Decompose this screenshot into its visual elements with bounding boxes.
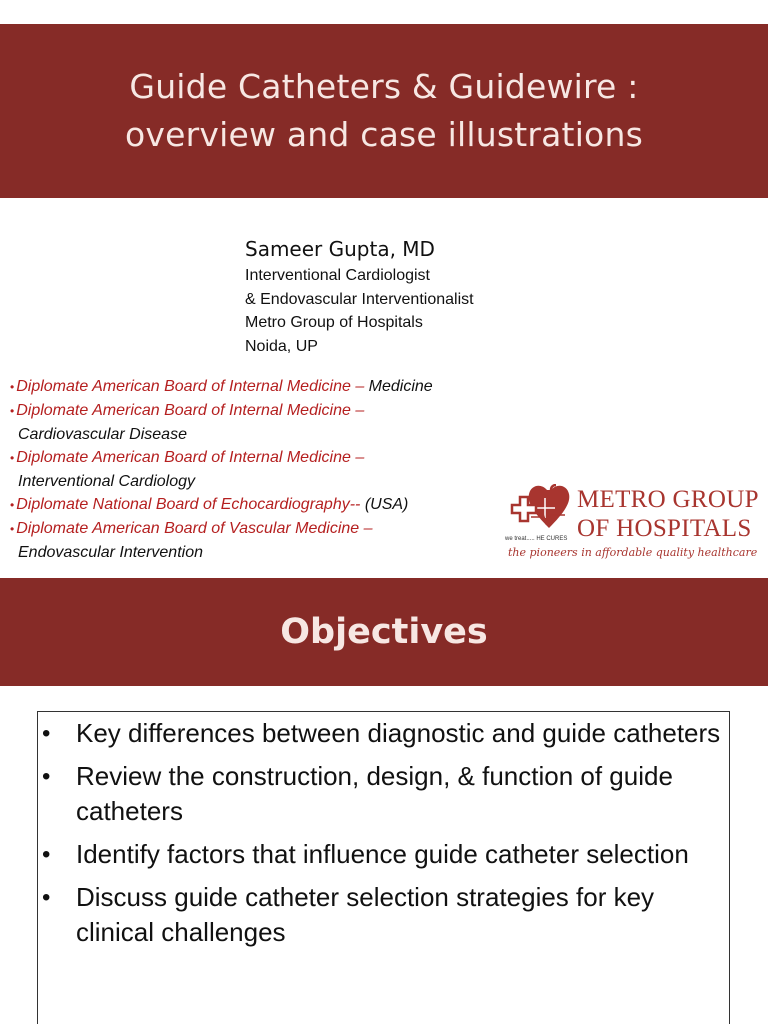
objective-item bbox=[38, 716, 729, 751]
objectives-banner bbox=[0, 578, 768, 686]
heart-cross-icon bbox=[505, 484, 577, 542]
logo-name bbox=[577, 485, 759, 543]
credential-specialty: Medicine bbox=[368, 378, 433, 395]
objectives-title: Objectives bbox=[280, 612, 488, 652]
author-location: Noida, UP bbox=[245, 337, 318, 355]
credential-specialty: Interventional Cardiology bbox=[18, 473, 195, 490]
bullet-icon: • bbox=[10, 404, 15, 418]
objective-item bbox=[38, 837, 729, 872]
author-specialty: & Endovascular Interventionalist bbox=[245, 290, 474, 308]
bullet-icon: • bbox=[10, 451, 15, 465]
bullet-icon: • bbox=[10, 498, 15, 512]
credential-specialty: Cardiovascular Disease bbox=[18, 426, 187, 443]
credential-item bbox=[10, 517, 510, 564]
author-title: Interventional Cardiologist bbox=[245, 267, 430, 284]
credential-specialty: (USA) bbox=[364, 496, 409, 513]
credential-item bbox=[10, 399, 510, 446]
slide-top-margin bbox=[0, 0, 768, 24]
objectives-list bbox=[38, 712, 729, 950]
credential-specialty: Endovascular Intervention bbox=[18, 544, 203, 561]
bullet-icon: • bbox=[42, 884, 51, 911]
logo-name-line-1: METRO GROUP bbox=[577, 486, 759, 513]
objective-item bbox=[38, 759, 729, 829]
bullet-icon: • bbox=[42, 763, 51, 790]
credential-item bbox=[10, 446, 510, 493]
objective-text: Discuss guide catheter selection strategies for key clinical challenges bbox=[76, 882, 655, 947]
title-line-2: overview and case illustrations bbox=[125, 115, 643, 154]
bullet-icon: • bbox=[42, 720, 51, 747]
bullet-icon: • bbox=[10, 380, 15, 394]
credential-board: Diplomate American Board of Vascular Medicine – bbox=[16, 520, 373, 537]
objective-text: Identify factors that influence guide catheter selection bbox=[76, 839, 689, 869]
author-block bbox=[245, 234, 474, 358]
author-organization: Metro Group of Hospitals bbox=[245, 314, 423, 331]
author-name: Sameer Gupta, MD bbox=[245, 237, 435, 261]
objective-item bbox=[38, 880, 729, 950]
credential-board: Diplomate American Board of Internal Medicine – bbox=[16, 402, 365, 419]
credential-board: Diplomate National Board of Echocardiography-- bbox=[16, 496, 365, 513]
credentials-list bbox=[10, 375, 510, 564]
title-line-1: Guide Catheters & Guidewire : bbox=[129, 67, 639, 106]
logo-name-line-2: OF HOSPITALS bbox=[577, 515, 752, 542]
objectives-content-box bbox=[37, 711, 730, 1024]
credential-item bbox=[10, 375, 510, 399]
credential-item bbox=[10, 493, 510, 517]
bullet-icon: • bbox=[10, 522, 15, 536]
credential-board: Diplomate American Board of Internal Medicine – bbox=[16, 449, 365, 466]
title-banner bbox=[0, 24, 768, 198]
metro-hospitals-logo bbox=[505, 484, 763, 566]
bullet-icon: • bbox=[42, 841, 51, 868]
objective-text: Key differences between diagnostic and guide catheters bbox=[76, 718, 721, 748]
logo-small-text: we treat..... HE CURES bbox=[505, 536, 568, 542]
credential-board: Diplomate American Board of Internal Medicine – bbox=[16, 378, 369, 395]
logo-tagline: the pioneers in affordable quality healthcare bbox=[508, 546, 758, 559]
objective-text: Review the construction, design, & function of guide catheters bbox=[76, 761, 673, 826]
